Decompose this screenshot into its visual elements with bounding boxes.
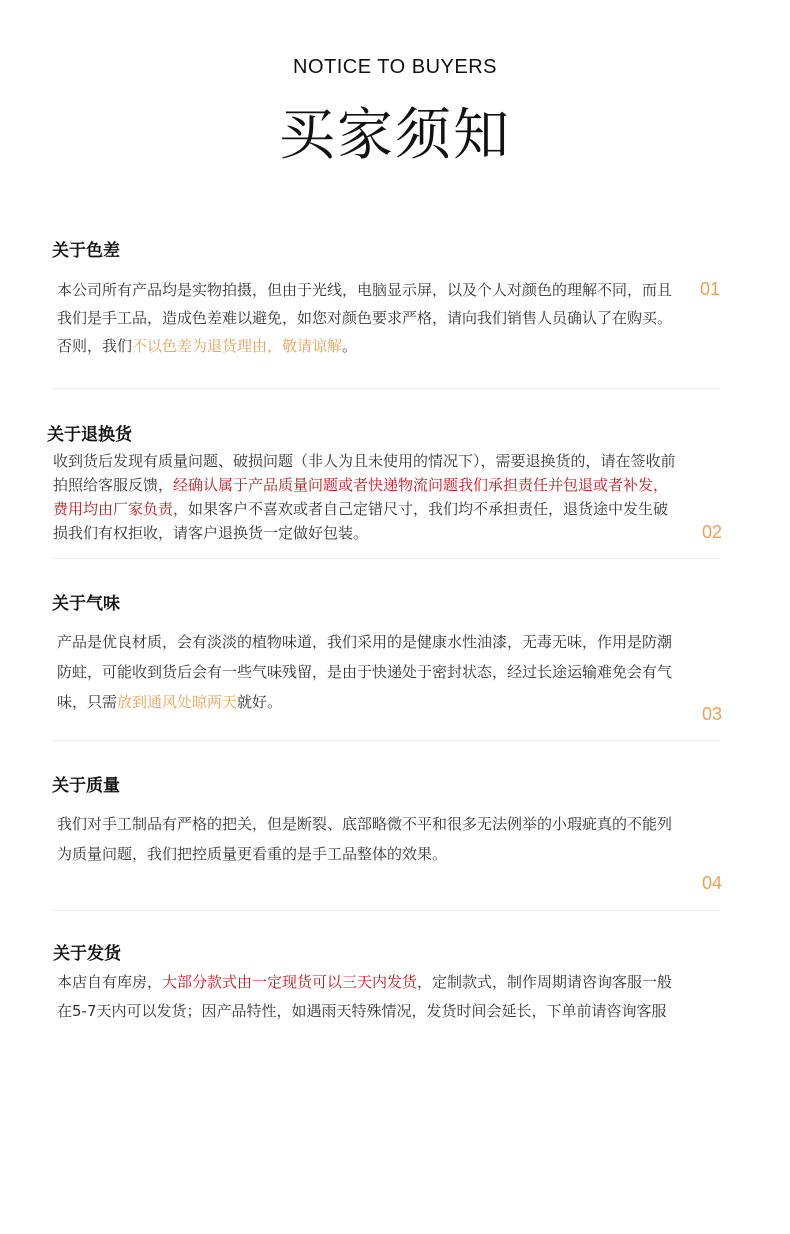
section-divider (52, 910, 720, 911)
section-title: 关于色差 (52, 241, 120, 261)
body-text-end: 。 (342, 337, 358, 355)
body-text: 本公司所有产品均是实物拍摄，但由于光线，电脑显示屏，以及个人对颜色的理解不同，而且我们是手工品，造成色差难以避免，如您对颜色要求严格，请向我们销售人员确认了在购买。否则，我们 (57, 281, 673, 355)
body-text-end: ，定制款式，制作周期请咨询客服一般在5-7天内可以发货；因产品特性，如遇雨天特殊情况，发货时间会延长，下单前请咨询客服 (57, 973, 673, 1020)
section-body (57, 627, 673, 717)
section-title: 关于退换货 (47, 425, 132, 445)
section-number: 03 (702, 704, 723, 724)
section-title: 关于质量 (52, 776, 120, 796)
section-divider (52, 558, 720, 559)
body-text: 产品是优良材质，会有淡淡的植物味道，我们采用的是健康水性油漆，无毒无味，作用是防潮防蛀，可能收到货后会有一些气味残留，是由于快递处于密封状态，经过长途运输难免会有气味，只需 (57, 633, 673, 711)
section-title: 关于发货 (53, 944, 121, 964)
body-text: 本店自有库房， (57, 973, 163, 991)
section-title: 关于气味 (52, 594, 120, 614)
section-number: 02 (702, 522, 723, 542)
section-number: 01 (700, 279, 721, 299)
english-title: NOTICE TO BUYERS (293, 56, 497, 78)
body-text: 收到货后发现有质量问题、破损问题（非人为且未使用的情况下），需要退换货的，请在签收前拍照给客服反馈， (53, 452, 676, 494)
section-body (53, 449, 683, 545)
body-highlight: 经确认属于产品质量问题或者快递物流问题我们承担责任并包退或者补发，费用均由厂家负责， (53, 476, 669, 518)
body-highlight: 大部分款式由一定现货可以三天内发货 (162, 973, 418, 991)
section-divider (52, 740, 720, 741)
section-divider (52, 388, 720, 389)
body-text-end: 就好。 (237, 693, 283, 711)
section-body (57, 276, 679, 360)
section-body (57, 968, 673, 1026)
body-highlight: 不以色差为退货理由，敬请谅解 (132, 337, 343, 355)
section-number: 04 (702, 873, 723, 893)
body-highlight: 放到通风处晾两天 (117, 693, 238, 711)
body-text-end: 如果客户不喜欢或者自己定错尺寸，我们均不承担责任，退货途中发生破损我们有权拒收，请客户退换货一定做好包装。 (53, 500, 669, 542)
chinese-title: 买家须知 (279, 103, 511, 168)
section-body: 我们对手工制品有严格的把关，但是断裂、底部略微不平和很多无法例举的小瑕疵真的不能列为质量问题，我们把控质量更看重的是手工品整体的效果。 (57, 815, 673, 863)
